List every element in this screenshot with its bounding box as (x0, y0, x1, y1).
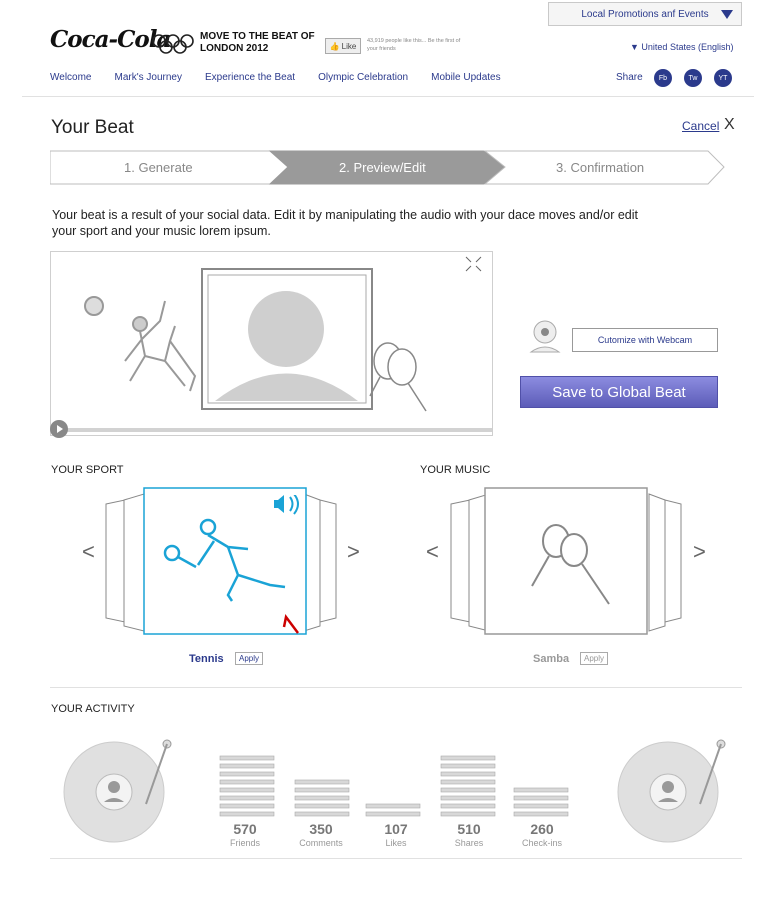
twitter-share-button[interactable]: Tw (684, 69, 702, 87)
likes-count: 107 (384, 821, 408, 837)
music-stack-right (649, 494, 681, 631)
comments-count: 350 (309, 821, 333, 837)
bottom-divider (50, 858, 742, 859)
shares-count: 510 (457, 821, 481, 837)
soccer-player-icon (85, 297, 195, 391)
promotions-dropdown[interactable] (548, 2, 742, 26)
your-sport-label: YOUR SPORT (51, 464, 124, 476)
sport-stack-right (304, 494, 336, 631)
olympic-rings-icon (152, 33, 194, 55)
page-title: Your Beat (51, 117, 134, 138)
nav-item-mobile-updates[interactable]: Mobile Updates (431, 72, 501, 83)
music-name: Samba (533, 653, 570, 665)
checkins-count: 260 (530, 821, 554, 837)
nav-item-marks-journey[interactable]: Mark's Journey (114, 72, 182, 83)
dropdown-arrow-icon (721, 10, 733, 19)
save-to-global-beat-button[interactable]: Save to Global Beat (520, 376, 718, 408)
music-stack-left (451, 494, 489, 631)
fullscreen-icon (466, 257, 481, 271)
your-activity-label: YOUR ACTIVITY (51, 703, 135, 715)
step-confirmation[interactable]: 3. Confirmation (556, 160, 645, 175)
header-divider (22, 96, 754, 97)
music-apply-button[interactable]: Apply (580, 652, 608, 665)
cancel-link[interactable]: Cancel (682, 119, 720, 133)
promotions-label: Local Promotions anf Events (581, 8, 709, 20)
customize-webcam-button[interactable]: Cutomize with Webcam (572, 328, 718, 352)
page-description: Your beat is a result of your social data. Edit it by manipulating the audio with your dace moves and/or edit your sport and your music lorem ipsum. (52, 208, 638, 238)
checkins-label: Check-ins (521, 838, 562, 848)
sport-name: Tennis (189, 653, 224, 665)
comments-label: Comments (299, 838, 343, 848)
likes-label: Likes (385, 838, 407, 848)
shares-label: Shares (454, 838, 484, 848)
sport-apply-button[interactable]: Apply (235, 652, 263, 665)
step-generate[interactable]: 1. Generate (124, 160, 193, 175)
facebook-like-button[interactable] (325, 38, 361, 54)
nav-item-olympic-celebration[interactable]: Olympic Celebration (318, 72, 409, 83)
friends-count: 570 (233, 821, 257, 837)
step-preview-edit[interactable]: 2. Preview/Edit (339, 160, 426, 175)
playback-progress[interactable] (62, 428, 492, 432)
region-selector[interactable] (630, 42, 733, 52)
music-prev-arrow[interactable]: < (426, 539, 439, 564)
webcam-icon (523, 318, 567, 358)
red-arrow-icon (284, 617, 298, 633)
activity-bars (210, 750, 580, 820)
sport-stack-left (106, 494, 144, 631)
play-button[interactable] (50, 420, 68, 438)
facebook-share-button[interactable]: Fb (654, 69, 672, 87)
campaign-tagline: MOVE TO THE BEAT OF LONDON 2012 (200, 31, 315, 54)
friends-label: Friends (229, 838, 260, 848)
music-carousel (449, 486, 685, 636)
sport-prev-arrow[interactable]: < (82, 539, 95, 564)
sport-next-arrow[interactable]: > (347, 539, 360, 564)
like-label: Like (341, 41, 357, 51)
youtube-share-button[interactable]: YT (714, 69, 732, 87)
section-divider (50, 687, 742, 688)
avatar-head (248, 291, 324, 367)
main-nav (50, 72, 524, 83)
region-label: United States (English) (641, 42, 734, 52)
nav-item-experience-the-beat[interactable]: Experience the Beat (205, 72, 296, 83)
coca-cola-logo[interactable]: Coca‑Cola (50, 26, 171, 53)
maracas-icon (370, 343, 426, 411)
your-music-label: YOUR MUSIC (420, 464, 491, 476)
turntable-right-icon (614, 736, 734, 846)
music-next-arrow[interactable]: > (693, 539, 706, 564)
share-label: Share (616, 72, 643, 83)
stage-artwork (50, 251, 493, 436)
nav-item-welcome[interactable]: Welcome (50, 72, 92, 83)
turntable-left-icon (60, 736, 180, 846)
sound-icon (274, 495, 284, 513)
like-count-text: 43,919 people like this... Be the first of your friends (367, 38, 461, 52)
caret-down-icon: ▼ (630, 42, 642, 52)
close-icon[interactable]: X (724, 116, 735, 133)
thumbs-up-icon: 👍 (329, 41, 340, 51)
tennis-player-icon (150, 495, 300, 635)
